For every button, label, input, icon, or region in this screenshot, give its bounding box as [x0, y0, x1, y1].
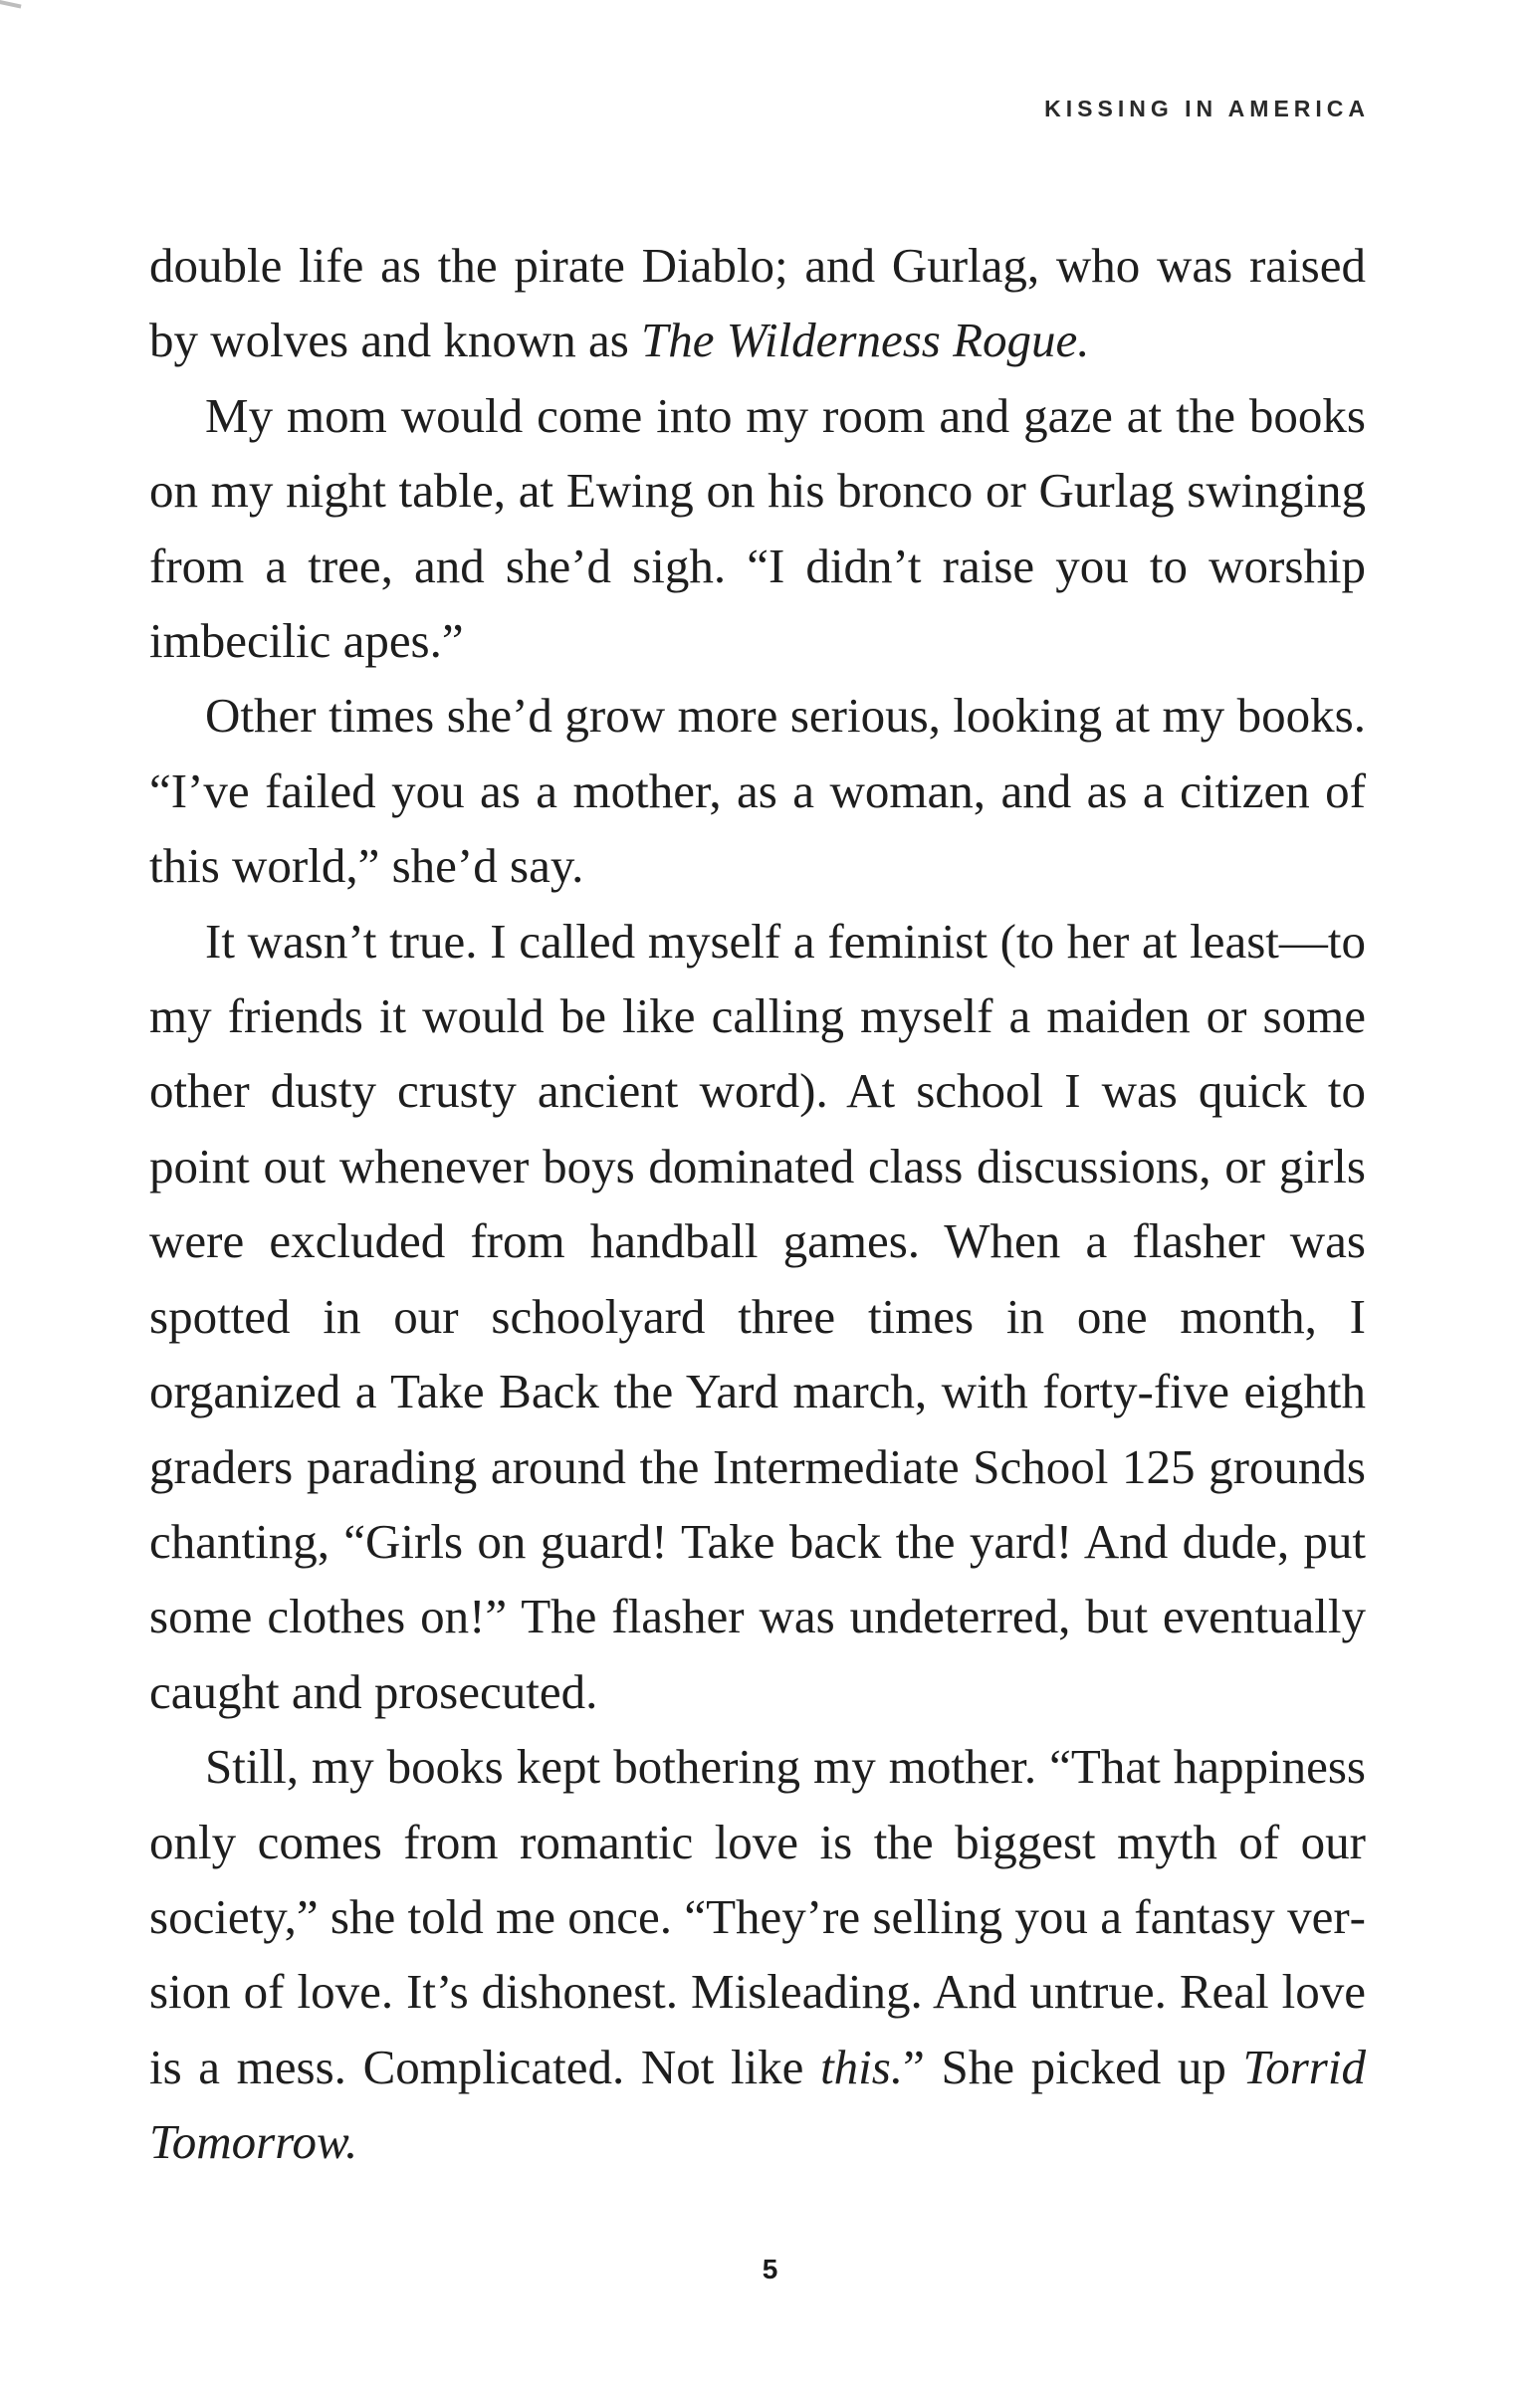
book-title: The Wilderness Rogue. [641, 313, 1090, 368]
emphasis-text: this. [820, 2039, 904, 2094]
paragraph-text: My mom would come into my room and gaze at the books on my night table, at Ewing on his bronco or Gurlag swinging from a tree, and she’d sigh. “I didn’t raise you to worship imbecilic apes.” [149, 387, 1366, 669]
paragraph-4 [149, 904, 1366, 1729]
paragraph-text: double life as the pirate Diablo; and Gurlag, who was raised by wolves and known as [149, 238, 1366, 368]
paragraph-text: Still, my books kept bothering my mother. “That happiness only comes from romantic love is the biggest myth of our society,” she told me once. “They’re selling you a fantasy version of love. It’s dishonest. Misleading. And untrue. Real love is a mess. Complicated. Not like [149, 1739, 1366, 2094]
book-title: Torrid Tomorrow. [149, 2039, 1366, 2170]
paragraph-text: Other times she’d grow more serious, looking at my books. “I’ve failed you as a mother, as a woman, and as a citizen of this world,” she’d say. [149, 688, 1366, 894]
body-text [149, 228, 1366, 2180]
paragraph-text: It wasn’t true. I called myself a feminist (to her at least—to my friends it would be like calling myself a maiden or some other dusty crusty ancient word). At school I was quick to point out whenever boys dominated class discussions, or girls were excluded from handball games. When a flasher was spotted in our schoolyard three times in one month, I organized a Take Back the Yard march, with forty-five eighth graders parading around the Intermediate School 125 grounds chanting, “Girls on guard! Take back the yard! And dude, put some clothes on!” The flasher was undeterred, but eventually caught and prosecuted. [149, 913, 1366, 1719]
page-number: 5 [762, 2254, 778, 2284]
paragraph-text: ” She picked up [903, 2039, 1243, 2094]
paragraph-3 [149, 678, 1366, 903]
running-head: KISSING IN AMERICA [1044, 96, 1370, 121]
scan-edge-mark [0, 0, 22, 8]
paragraph-2 [149, 378, 1366, 679]
paragraph-1 [149, 228, 1366, 378]
paragraph-5 [149, 1729, 1366, 2179]
